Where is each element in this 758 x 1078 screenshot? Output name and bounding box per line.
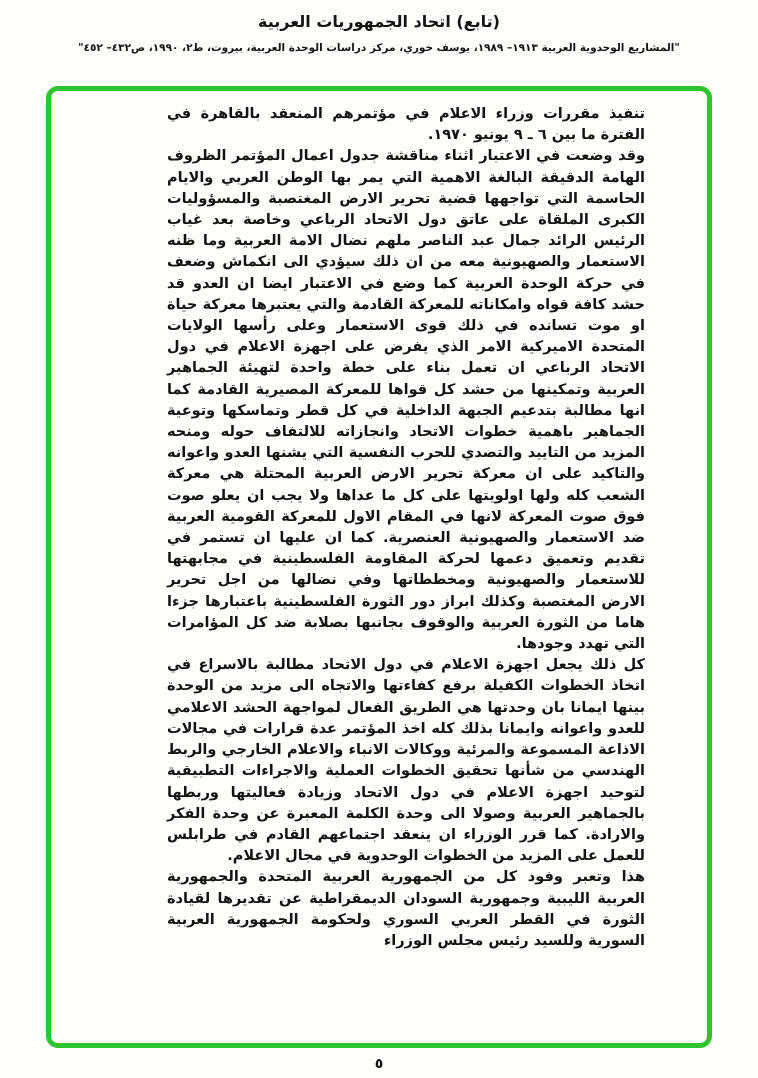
page-number: ٥ bbox=[374, 1056, 384, 1072]
page-footer bbox=[0, 1053, 758, 1072]
page-header bbox=[0, 12, 758, 54]
paragraph-2: وقد وضعت في الاعتبار اثناء مناقشة جدول اعمال المؤتمر الظروف الهامة الدقيقة البالغة الاهمية التي يمر بها الوطن العربي والايام الحاسمة التي تواجهها قضية تحرير الارض المغتصبة والمسؤوليات الكبرى الملقاة على عاتق دول الاتحاد الرباعي وخاصة بعد غياب الرئيس الرائد جمال عبد الناصر ملهم نضال الامة العربية وما ظنه الاستعمار والصهيونية معه من ان ذلك سيؤدي الى انكماش وضعف في حركة الوحدة العربية كما وضع في الاعتبار ايضا ان العدو قد حشد كافة قواه وامكاناته للمعركة القادمة والتي يعتبرها معركة حياة او موت تسانده في ذلك قوى الاستعمار وعلى رأسها الولايات المتحدة الاميركية الامر الذي يفرض على اجهزة الاعلام في دول الاتحاد الرباعي ان تعمل بناء على خطة واحدة لتهيئة الجماهير العربية وتمكينها من حشد كل قواها للمعركة المصيرية القادمة كما انها مطالبة بتدعيم الجبهة الداخلية في كل قطر وتماسكها وتوعية الجماهير باهمية خطوات الاتحاد وانجازاته للالتفاف حوله ومنحه المزيد من التاييد والتصدي للحرب النفسية التي يشنها العدو واعوانه والتاكيد على ان معركة تحرير الارض العربية المحتلة هي معركة الشعب كله ولها اولويتها على كل ما عداها ولا يجب ان يعلو صوت فوق صوت المعركة لانها في المقام الاول للمعركة القومية العربية ضد الاستعمار والصهيونية العنصرية. كما ان عليها ان تستمر في تقديم وتعميق دعمها لحركة المقاومة الفلسطينية في مجابهتها للاستعمار والصهيونية ومخططاتها وفي نضالها من اجل تحرير الارض المغتصبة وكذلك ابراز دور الثورة الفلسطينية باعتبارها جزءا هاما من الثورة العربية والوقوف بجانبها بصلابة ضد كل المؤامرات التي تهدد وجودها. bbox=[167, 148, 645, 653]
paragraph-3: كل ذلك يجعل اجهزة الاعلام في دول الاتحاد مطالبة بالاسراع في اتخاذ الخطوات الكفيلة برفع كفاءتها والاتجاه الى مزيد من الوحدة بينها ايمانا بان وحدتها هي الطريق الفعال لمواجهة الحشد الاعلامي للعدو واعوانه وايمانا بذلك كله اخذ المؤتمر عدة قرارات في مجالات الاذاعة المسموعة والمرئية ووكالات الانباء والاعلام الخارجي والربط الهندسي من شأنها تحقيق الخطوات العملية والاجراءات التطبيقية لتوحيد اجهزة الاعلام في دول الاتحاد وزيادة فعاليتها وربطها بالجماهير العربية وصولا الى وحدة الكلمة المعبرة عن وحدة الفكر والارادة. كما قرر الوزراء ان ينعقد اجتماعهم القادم في طرابلس للعمل على المزيد من الخطوات الوحدوية في مجال الاعلام. bbox=[167, 657, 645, 865]
body-text bbox=[167, 104, 645, 952]
paragraph-4: هذا وتعبر وفود كل من الجمهورية العربية المتحدة والجمهورية العربية الليبية وجمهورية السودان الديمقراطية عن تقديرها لقيادة الثورة في القطر العربي السوري ولحكومة الجمهورية العربية السورية وللسيد رئيس مجلس الوزراء bbox=[167, 869, 645, 949]
paragraph-1: تنفيذ مقررات وزراء الاعلام في مؤتمرهم المنعقد بالقاهرة في الفترة ما بين ٦ ـ ٩ يونيو ١٩٧٠. bbox=[167, 106, 645, 144]
citation-line: "المشاريع الوحدوية العربية ١٩١٣– ١٩٨٩، يوسف خوري، مركز دراسات الوحدة العربية، بيروت، ط٢، ١٩٩٠، ص٤٣٢– ٤٥٢" bbox=[78, 42, 680, 54]
content-frame bbox=[46, 86, 712, 1048]
document-title: (تابع) اتحاد الجمهوريات العربية bbox=[258, 12, 500, 31]
